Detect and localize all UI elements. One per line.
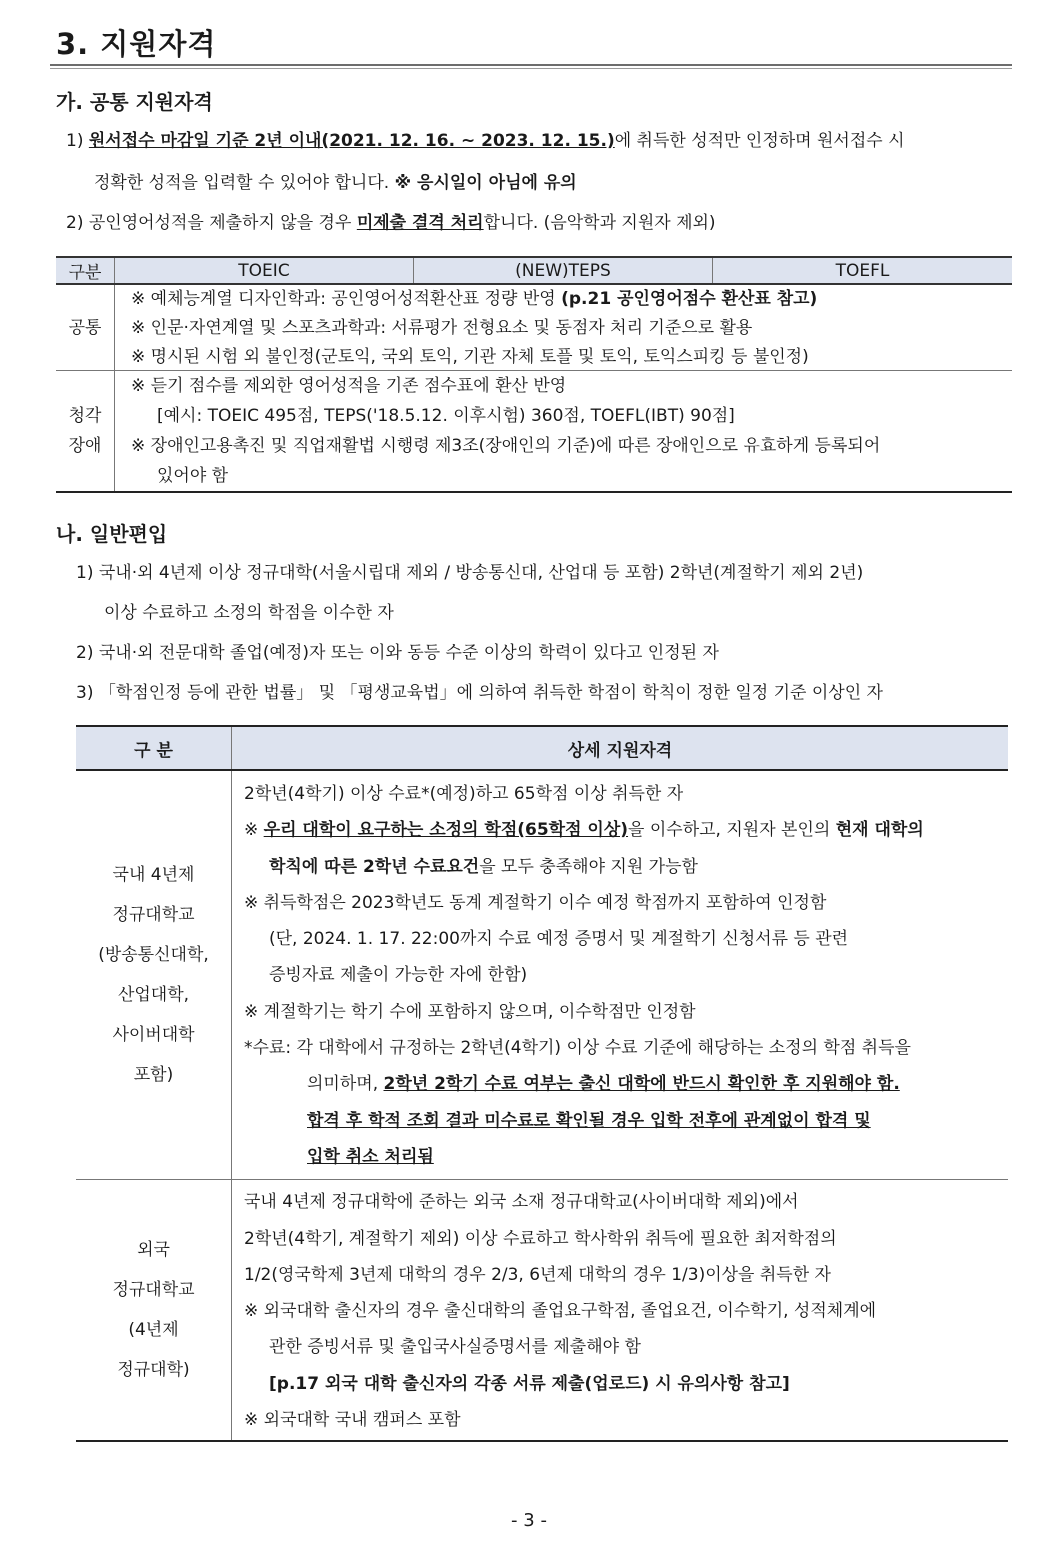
col-header: (NEW)TEPS (414, 257, 713, 284)
row-label: 국내 4년제 정규대학교 (방송통신대학, 산업대학, 사이버대학 포함) (76, 770, 232, 1180)
title-rule (50, 64, 1012, 66)
common-item-2: 2) 공인영어성적을 제출하지 않을 경우 미제출 결격 처리합니다. (음악학과 지원자 제외) (66, 213, 716, 233)
general-heading: 나. 일반편입 (56, 522, 168, 546)
table-row (56, 371, 1012, 493)
general-qualification-table (76, 725, 1008, 1442)
general-item-1-cont: 이상 수료하고 소정의 학점을 이수한 자 (104, 603, 394, 623)
row-label: 공통 (56, 284, 115, 371)
col-header: 구 분 (76, 726, 232, 770)
common-item-1-cont: 정확한 성적을 입력할 수 있어야 합니다. ※ 응시일이 아님에 유의 (94, 173, 577, 193)
row-label: 청각 장애 (56, 371, 115, 493)
col-header: TOEFL (713, 257, 1013, 284)
table-header-row (56, 257, 1012, 284)
row-label: 외국 정규대학교 (4년제 정규대학) (76, 1180, 232, 1442)
general-item-3: 3) 「학점인정 등에 관한 법률」 및 「평생교육법」에 의하여 취득한 학점이 학칙이 정한 일정 기준 이상인 자 (76, 683, 883, 703)
page-number: - 3 - (511, 1510, 547, 1531)
col-header: 상세 지원자격 (232, 726, 1009, 770)
common-item-1: 1) 원서접수 마감일 기준 2년 이내(2021. 12. 16. ~ 2023. 12. 15.)에 취득한 성적만 인정하며 원서접수 시 (66, 131, 905, 151)
table-row (76, 1180, 1008, 1442)
table-row (76, 770, 1008, 1180)
title-rule (50, 68, 1012, 69)
table-row (56, 284, 1012, 371)
english-score-table (56, 256, 1012, 493)
table-header-row (76, 726, 1008, 770)
row-content: ※ 예체능계열 디자인학과: 공인영어성적환산표 정량 반영 (p.21 공인영어점수 환산표 참고) ※ 인문·자연계열 및 스포츠과학과: 서류평가 전형요소 및 동점자 처리 기준으로 활용 ※ 명시된 시험 외 불인정(군토익, 국외 토익, 기관 자체 토플 및 토익, 토익스피킹 등 불인정) (115, 284, 1013, 371)
section-title: 3. 지원자격 (56, 27, 217, 61)
row-content: 국내 4년제 정규대학에 준하는 외국 소재 정규대학교(사이버대학 제외)에서 2학년(4학기, 계절학기 제외) 이상 수료하고 학사학위 취득에 필요한 최저학점의 1/2(영국학제 3년제 대학의 경우 2/3, 6년제 대학의 경우 1/3)이상을 취득한 자 ※ 외국대학 출신자의 경우 출신대학의 졸업요구학점, 졸업요건, 이수학기, 성적체계에 관한 증빙서류 및 출입국사실증명서를 제출해야 함 [p.17 외국 대학 출신자의 각종 서류 제출(업로드) 시 유의사항 참고] ※ 외국대학 국내 캠퍼스 포함 (232, 1180, 1009, 1442)
general-item-2: 2) 국내·외 전문대학 졸업(예정)자 또는 이와 동등 수준 이상의 학력이 있다고 인정된 자 (76, 643, 719, 663)
col-header: 구분 (56, 257, 115, 284)
col-header: TOEIC (115, 257, 414, 284)
row-content: 2학년(4학기) 이상 수료*(예정)하고 65학점 이상 취득한 자 ※ 우리 대학이 요구하는 소정의 학점(65학점 이상)을 이수하고, 지원자 본인의 현재 대학의 학칙에 따른 2학년 수료요건을 모두 충족해야 지원 가능함 ※ 취득학점은 2023학년도 동계 계절학기 이수 예정 학점까지 포함하여 인정함 (단, 2024. 1. 17. 22:00까지 수료 예정 증명서 및 계절학기 신청서류 등 관련 증빙자료 제출이 가능한 자에 한함) ※ 계절학기는 학기 수에 포함하지 않으며, 이수학점만 인정함 *수료: 각 대학에서 규정하는 2학년(4학기) 이상 수료 기준에 해당하는 소정의 학점 취득을 의미하며, 2학년 2학기 수료 여부는 출신 대학에 반드시 확인한 후 지원해야 함. 합격 후 학적 조회 결과 미수료로 확인될 경우 입학 전후에 관계없이 합격 및 입학 취소 처리됨 (232, 770, 1009, 1180)
row-content: ※ 듣기 점수를 제외한 영어성적을 기존 점수표에 환산 반영 [예시: TOEIC 495점, TEPS('18.5.12. 이후시험) 360점, TOEFL(IBT) 90점] ※ 장애인고용촉진 및 직업재활법 시행령 제3조(장애인의 기준)에 따른 장애인으로 유효하게 등록되어 있어야 함 (115, 371, 1013, 493)
common-heading: 가. 공통 지원자격 (56, 90, 213, 114)
general-item-1: 1) 국내·외 4년제 이상 정규대학(서울시립대 제외 / 방송통신대, 산업대 등 포함) 2학년(계절학기 제외 2년) (76, 563, 864, 583)
